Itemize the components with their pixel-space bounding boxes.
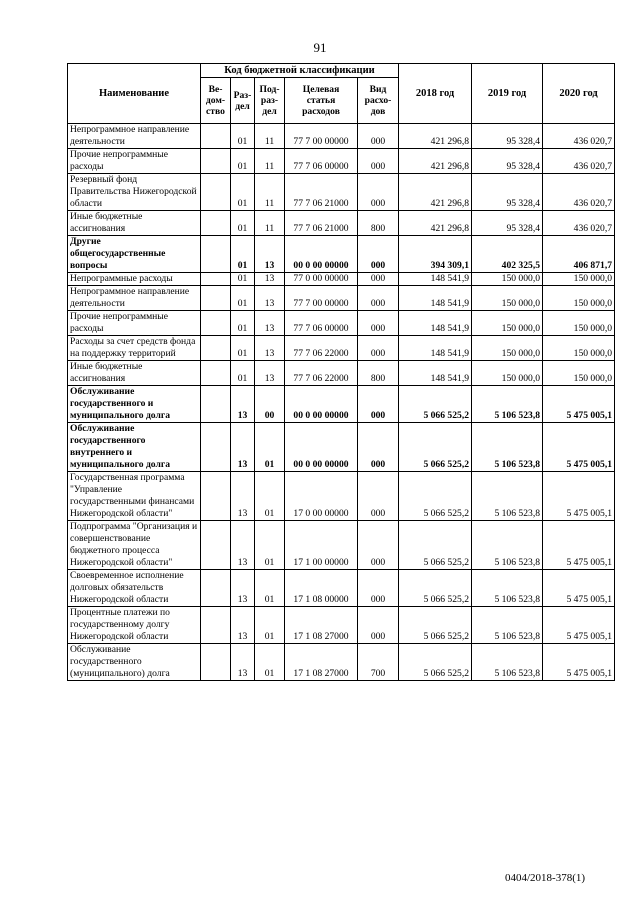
row-celevaya: 17 0 00 00000 xyxy=(285,472,358,521)
row-podrazdel: 11 xyxy=(255,124,285,149)
row-celevaya: 77 7 06 21000 xyxy=(285,174,358,211)
header-name: Наименование xyxy=(68,64,201,124)
row-vedomstvo xyxy=(201,336,231,361)
row-vid: 000 xyxy=(358,423,399,472)
row-podrazdel: 01 xyxy=(255,472,285,521)
table-row xyxy=(68,311,615,336)
table-row xyxy=(68,124,615,149)
row-razdel: 13 xyxy=(231,423,255,472)
row-2020: 5 475 005,1 xyxy=(543,423,615,472)
row-2018: 421 296,8 xyxy=(399,174,472,211)
row-name: Иные бюджетные ассигнования xyxy=(68,361,201,386)
row-vedomstvo xyxy=(201,286,231,311)
row-2019: 95 328,4 xyxy=(472,211,543,236)
row-name: Расходы за счет средств фонда на поддержку территорий xyxy=(68,336,201,361)
row-2020: 436 020,7 xyxy=(543,174,615,211)
row-2018: 148 541,9 xyxy=(399,311,472,336)
row-podrazdel: 11 xyxy=(255,211,285,236)
row-celevaya: 77 7 06 00000 xyxy=(285,149,358,174)
row-2019: 95 328,4 xyxy=(472,124,543,149)
row-2020: 436 020,7 xyxy=(543,149,615,174)
table-row xyxy=(68,174,615,211)
row-2018: 421 296,8 xyxy=(399,211,472,236)
row-2020: 5 475 005,1 xyxy=(543,521,615,570)
row-2018: 394 309,1 xyxy=(399,236,472,273)
row-2019: 5 106 523,8 xyxy=(472,521,543,570)
row-vedomstvo xyxy=(201,386,231,423)
row-celevaya: 77 7 06 21000 xyxy=(285,211,358,236)
table-row xyxy=(68,472,615,521)
header-code-group: Код бюджетной классификации xyxy=(201,64,399,78)
table-row xyxy=(68,386,615,423)
row-2018: 148 541,9 xyxy=(399,273,472,286)
row-podrazdel: 11 xyxy=(255,174,285,211)
header-2018: 2018 год xyxy=(399,64,472,124)
row-razdel: 01 xyxy=(231,211,255,236)
row-podrazdel: 01 xyxy=(255,607,285,644)
row-name: Обслуживание государственного (муниципального) долга xyxy=(68,644,201,681)
table-row xyxy=(68,149,615,174)
row-2020: 436 020,7 xyxy=(543,124,615,149)
page-number: 91 xyxy=(313,40,327,55)
row-2018: 5 066 525,2 xyxy=(399,423,472,472)
row-vid: 700 xyxy=(358,644,399,681)
row-celevaya: 17 1 00 00000 xyxy=(285,521,358,570)
row-2018: 421 296,8 xyxy=(399,149,472,174)
row-celevaya: 77 7 06 22000 xyxy=(285,336,358,361)
row-2019: 5 106 523,8 xyxy=(472,570,543,607)
row-podrazdel: 00 xyxy=(255,386,285,423)
table-row xyxy=(68,336,615,361)
row-name: Обслуживание государственного и муниципального долга xyxy=(68,386,201,423)
table-row xyxy=(68,570,615,607)
row-name: Прочие непрограммные расходы xyxy=(68,149,201,174)
row-podrazdel: 01 xyxy=(255,423,285,472)
row-vedomstvo xyxy=(201,311,231,336)
row-2020: 150 000,0 xyxy=(543,361,615,386)
row-razdel: 13 xyxy=(231,386,255,423)
row-podrazdel: 13 xyxy=(255,361,285,386)
row-2020: 150 000,0 xyxy=(543,336,615,361)
row-name: Иные бюджетные ассигнования xyxy=(68,211,201,236)
header-razdel: Раз- дел xyxy=(231,78,255,124)
row-razdel: 01 xyxy=(231,124,255,149)
budget-table xyxy=(67,63,615,681)
row-razdel: 01 xyxy=(231,149,255,174)
row-2018: 5 066 525,2 xyxy=(399,386,472,423)
row-razdel: 13 xyxy=(231,644,255,681)
row-name: Непрограммное направление деятельности xyxy=(68,124,201,149)
header-vedomstvo: Ве- дом- ство xyxy=(201,78,231,124)
row-celevaya: 77 7 00 00000 xyxy=(285,124,358,149)
row-celevaya: 77 0 00 00000 xyxy=(285,273,358,286)
row-razdel: 01 xyxy=(231,273,255,286)
row-vid: 000 xyxy=(358,273,399,286)
row-celevaya: 77 7 00 00000 xyxy=(285,286,358,311)
row-podrazdel: 13 xyxy=(255,286,285,311)
row-vid: 000 xyxy=(358,286,399,311)
row-name: Непрограммные расходы xyxy=(68,273,201,286)
row-vid: 000 xyxy=(358,472,399,521)
row-2020: 5 475 005,1 xyxy=(543,386,615,423)
row-razdel: 13 xyxy=(231,472,255,521)
row-vedomstvo xyxy=(201,521,231,570)
row-2019: 5 106 523,8 xyxy=(472,423,543,472)
table-row xyxy=(68,423,615,472)
table-row xyxy=(68,521,615,570)
row-name: Государственная программа "Управление государственными финансами Нижегородской области" xyxy=(68,472,201,521)
row-vid: 000 xyxy=(358,236,399,273)
row-podrazdel: 11 xyxy=(255,149,285,174)
row-vedomstvo xyxy=(201,174,231,211)
row-vid: 000 xyxy=(358,124,399,149)
row-razdel: 13 xyxy=(231,521,255,570)
row-2019: 402 325,5 xyxy=(472,236,543,273)
row-2020: 5 475 005,1 xyxy=(543,644,615,681)
row-vedomstvo xyxy=(201,472,231,521)
row-celevaya: 00 0 00 00000 xyxy=(285,236,358,273)
header-vid: Вид расхо- дов xyxy=(358,78,399,124)
row-2018: 421 296,8 xyxy=(399,124,472,149)
row-vid: 000 xyxy=(358,386,399,423)
table-row xyxy=(68,211,615,236)
row-celevaya: 00 0 00 00000 xyxy=(285,386,358,423)
row-vedomstvo xyxy=(201,211,231,236)
row-razdel: 01 xyxy=(231,286,255,311)
row-vid: 000 xyxy=(358,607,399,644)
row-name: Своевременное исполнение долговых обязательств Нижегородской области xyxy=(68,570,201,607)
row-podrazdel: 13 xyxy=(255,336,285,361)
row-razdel: 01 xyxy=(231,336,255,361)
row-podrazdel: 01 xyxy=(255,644,285,681)
row-celevaya: 17 1 08 00000 xyxy=(285,570,358,607)
row-vid: 000 xyxy=(358,311,399,336)
row-razdel: 13 xyxy=(231,607,255,644)
row-vid: 000 xyxy=(358,570,399,607)
row-vedomstvo xyxy=(201,570,231,607)
row-celevaya: 77 7 06 00000 xyxy=(285,311,358,336)
row-podrazdel: 13 xyxy=(255,236,285,273)
row-2020: 150 000,0 xyxy=(543,273,615,286)
row-name: Обслуживание государственного внутреннего и муниципального долга xyxy=(68,423,201,472)
row-celevaya: 77 7 06 22000 xyxy=(285,361,358,386)
row-2018: 148 541,9 xyxy=(399,286,472,311)
row-2019: 5 106 523,8 xyxy=(472,386,543,423)
row-2020: 150 000,0 xyxy=(543,286,615,311)
row-razdel: 01 xyxy=(231,311,255,336)
row-vid: 800 xyxy=(358,361,399,386)
row-2018: 5 066 525,2 xyxy=(399,607,472,644)
row-vid: 000 xyxy=(358,336,399,361)
row-name: Непрограммное направление деятельности xyxy=(68,286,201,311)
row-2019: 150 000,0 xyxy=(472,286,543,311)
row-celevaya: 00 0 00 00000 xyxy=(285,423,358,472)
row-2018: 5 066 525,2 xyxy=(399,472,472,521)
row-2020: 150 000,0 xyxy=(543,311,615,336)
row-vid: 000 xyxy=(358,521,399,570)
row-2019: 95 328,4 xyxy=(472,174,543,211)
row-vid: 000 xyxy=(358,174,399,211)
header-2019: 2019 год xyxy=(472,64,543,124)
row-vedomstvo xyxy=(201,607,231,644)
row-podrazdel: 13 xyxy=(255,311,285,336)
row-razdel: 13 xyxy=(231,570,255,607)
row-2018: 5 066 525,2 xyxy=(399,644,472,681)
row-2019: 5 106 523,8 xyxy=(472,607,543,644)
table-row xyxy=(68,236,615,273)
row-2020: 5 475 005,1 xyxy=(543,472,615,521)
header-podrazdel: Под- раз- дел xyxy=(255,78,285,124)
row-vedomstvo xyxy=(201,273,231,286)
row-2019: 95 328,4 xyxy=(472,149,543,174)
row-2020: 5 475 005,1 xyxy=(543,570,615,607)
row-2018: 5 066 525,2 xyxy=(399,521,472,570)
row-2019: 150 000,0 xyxy=(472,311,543,336)
row-razdel: 01 xyxy=(231,361,255,386)
row-razdel: 01 xyxy=(231,236,255,273)
row-podrazdel: 01 xyxy=(255,521,285,570)
row-celevaya: 17 1 08 27000 xyxy=(285,644,358,681)
row-vid: 000 xyxy=(358,149,399,174)
header-2020: 2020 год xyxy=(543,64,615,124)
table-row xyxy=(68,361,615,386)
row-name: Процентные платежи по государственному долгу Нижегородской области xyxy=(68,607,201,644)
row-vid: 800 xyxy=(358,211,399,236)
row-vedomstvo xyxy=(201,423,231,472)
row-2019: 5 106 523,8 xyxy=(472,644,543,681)
row-vedomstvo xyxy=(201,236,231,273)
row-2019: 150 000,0 xyxy=(472,336,543,361)
row-2019: 150 000,0 xyxy=(472,361,543,386)
row-razdel: 01 xyxy=(231,174,255,211)
row-2018: 5 066 525,2 xyxy=(399,570,472,607)
row-2018: 148 541,9 xyxy=(399,336,472,361)
header-celevaya: Целевая статья расходов xyxy=(285,78,358,124)
row-name: Подпрограмма "Организация и совершенствование бюджетного процесса Нижегородской области" xyxy=(68,521,201,570)
row-2020: 5 475 005,1 xyxy=(543,607,615,644)
table-row xyxy=(68,607,615,644)
row-vedomstvo xyxy=(201,361,231,386)
row-2020: 436 020,7 xyxy=(543,211,615,236)
row-2019: 5 106 523,8 xyxy=(472,472,543,521)
row-name: Другие общегосударственные вопросы xyxy=(68,236,201,273)
row-2020: 406 871,7 xyxy=(543,236,615,273)
table-row xyxy=(68,273,615,286)
row-vedomstvo xyxy=(201,149,231,174)
row-celevaya: 17 1 08 27000 xyxy=(285,607,358,644)
row-2019: 150 000,0 xyxy=(472,273,543,286)
row-vedomstvo xyxy=(201,124,231,149)
document-code: 0404/2018-378(1) xyxy=(505,872,586,884)
row-podrazdel: 01 xyxy=(255,570,285,607)
row-podrazdel: 13 xyxy=(255,273,285,286)
row-name: Прочие непрограммные расходы xyxy=(68,311,201,336)
table-row xyxy=(68,644,615,681)
table-row xyxy=(68,286,615,311)
row-2018: 148 541,9 xyxy=(399,361,472,386)
row-name: Резервный фонд Правительства Нижегородской области xyxy=(68,174,201,211)
row-vedomstvo xyxy=(201,644,231,681)
